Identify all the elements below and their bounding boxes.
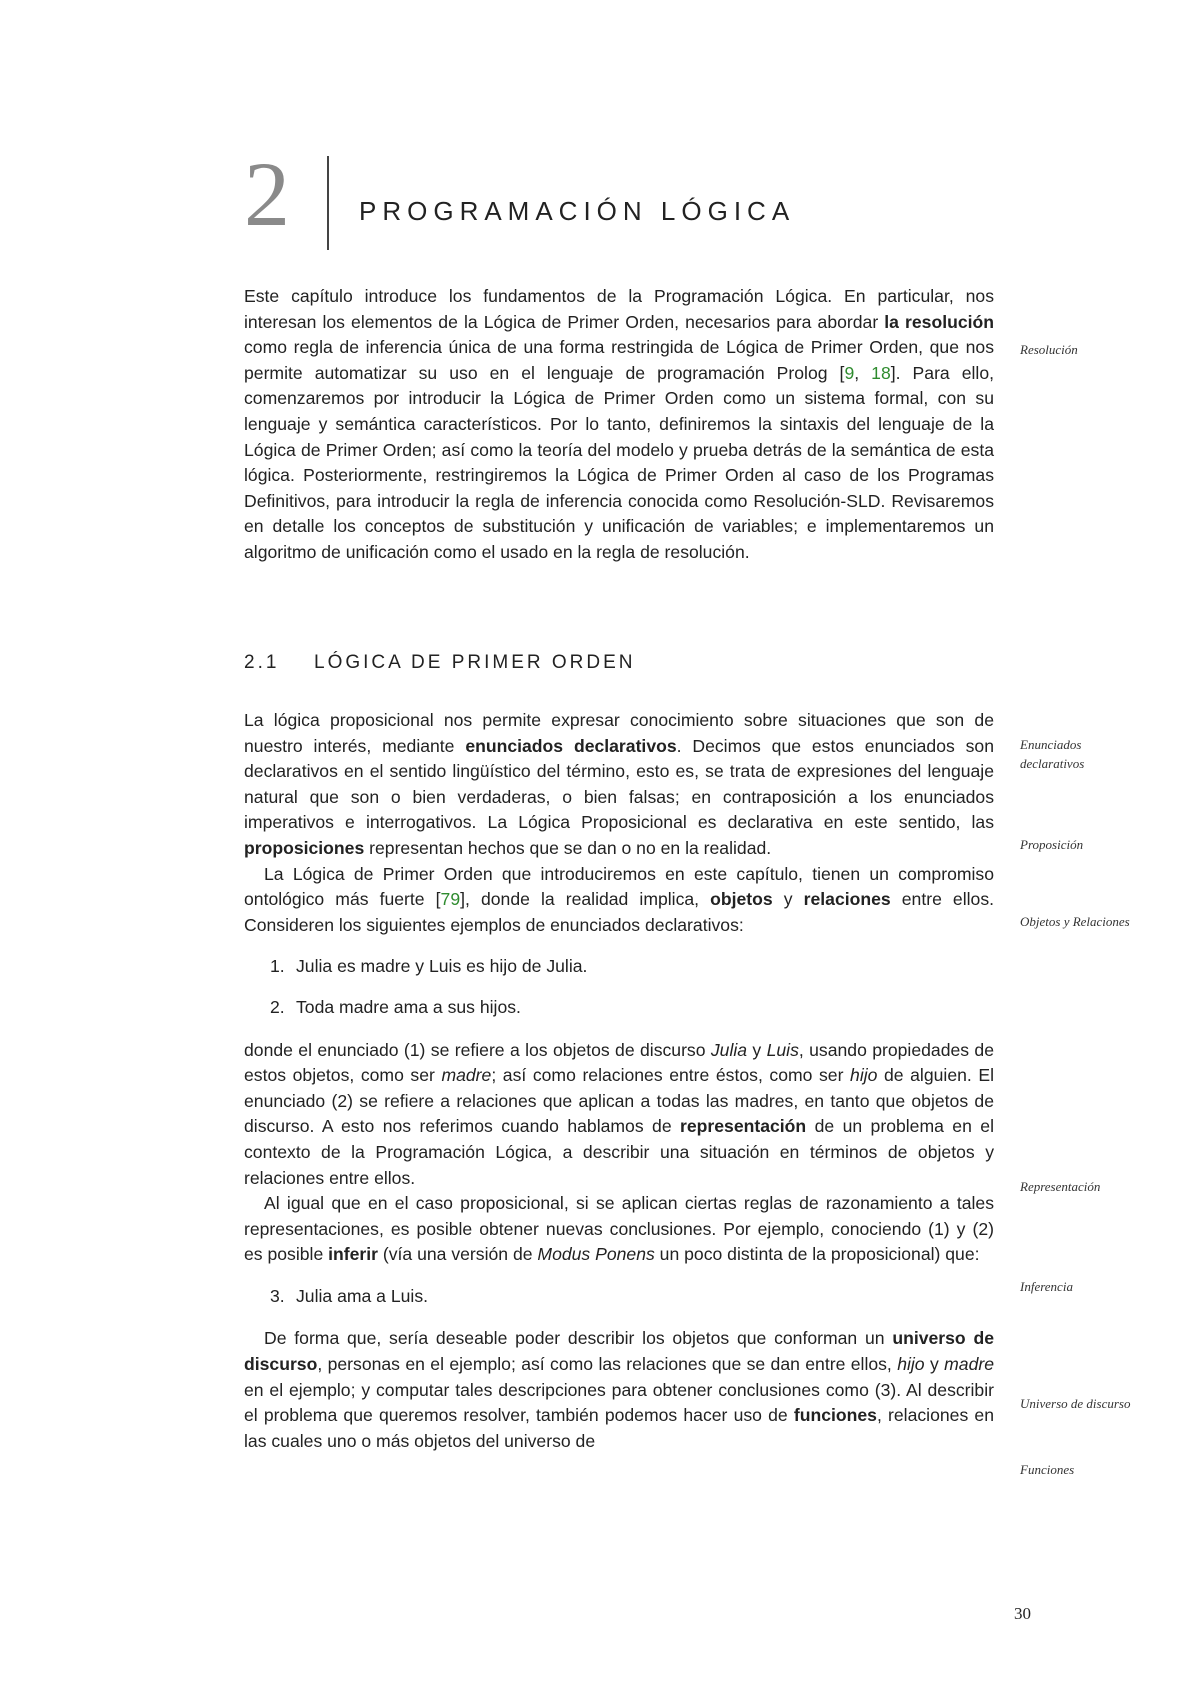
- list-item: [244, 1284, 994, 1310]
- citation-link[interactable]: 79: [440, 889, 461, 910]
- margin-note-inferencia: Inferencia: [1020, 1279, 1073, 1294]
- term-relaciones: relaciones: [803, 889, 891, 910]
- list-number: 1.: [270, 956, 285, 977]
- margin-note-funciones: Funciones: [1020, 1462, 1075, 1477]
- term-enunciados-declarativos: enunciados declarativos: [465, 735, 677, 756]
- intro-text: [244, 284, 994, 566]
- term-hijo: hijo: [897, 1354, 925, 1375]
- term-hijo: hijo: [850, 1065, 878, 1086]
- list-number: 2.: [270, 996, 285, 1017]
- intro-text-3: ,: [854, 362, 872, 383]
- list-number: 3.: [270, 1285, 285, 1306]
- p2-text-1: La Lógica de Primer Orden que introduciremos en este capítulo, tienen un compromiso ontológico más fuerte [: [244, 863, 994, 910]
- term-modus-ponens: Modus Ponens: [537, 1244, 655, 1265]
- term-madre: madre: [944, 1354, 994, 1375]
- p1-text-3: representan hechos que se dan o no en la realidad.: [364, 837, 772, 858]
- term-inferir: inferir: [328, 1244, 378, 1265]
- intro-text-4: ]. Para ello, comenzaremos por introducir la Lógica de Primer Orden como un sistema formal, con su lenguaje y semántica característicos. Por lo tanto, definiremos la sintaxis del lenguaje de la Lógica de Primer Orden; así como la teoría del modelo y prueba detrás de la semántica de esta lógica. Posteriormente, restringiremos la Lógica de Primer Orden al caso de los Programas Definitivos, para introducir la regla de inferencia conocida como Resolución-SLD. Revisaremos en detalle los conceptos de substitución y unificación de variables; e implementaremos un algoritmo de unificación como el usado en la regla de resolución.: [244, 362, 995, 562]
- p2-text-4: entre ellos. Consideren los siguientes ejemplos de enunciados declarativos:: [244, 889, 995, 935]
- margin-note-resolucion: Resolución: [1020, 342, 1078, 357]
- paragraph-4: [244, 1191, 994, 1268]
- intro-paragraph: [244, 284, 994, 566]
- citation-link[interactable]: 9: [844, 362, 855, 383]
- chapter-divider: [327, 156, 329, 250]
- list-text: Julia es madre y Luis es hijo de Julia.: [296, 956, 588, 977]
- list-item: [244, 995, 994, 1021]
- page-number: 30: [1014, 1604, 1031, 1623]
- paragraph-2: [244, 862, 994, 939]
- p3-text-1: donde el enunciado (1) se refiere a los objetos de discurso: [244, 1039, 711, 1060]
- term-proposiciones: proposiciones: [244, 837, 365, 858]
- p3-text-6: de un problema en el contexto de la Programación Lógica, a describir una situación en términos de objetos y relaciones entre ellos.: [244, 1116, 994, 1188]
- p4-text-1: Al igual que en el caso proposicional, si se aplican ciertas reglas de razonamiento a tales representaciones, es posible obtener nuevas conclusiones. Por ejemplo, conociendo (1) y (2) es posible: [244, 1193, 994, 1265]
- paragraph-3: [244, 1038, 994, 1192]
- p1-text-1: La lógica proposicional nos permite expresar conocimiento sobre situaciones que son de nuestro interés, mediante: [244, 710, 994, 756]
- p3-text-4: ; así como relaciones entre éstos, como ser: [491, 1065, 851, 1086]
- paragraph-1: [244, 708, 994, 862]
- p4-text-3: un poco distinta de la proposicional) que:: [654, 1244, 980, 1265]
- p2-text-3: y: [772, 889, 804, 910]
- p4-text-2: (vía una versión de: [378, 1244, 538, 1265]
- term-luis: Luis: [766, 1039, 799, 1060]
- section-title: LÓGICA DE PRIMER ORDEN: [314, 652, 636, 673]
- p2-text-2: ], donde la realidad implica,: [460, 889, 711, 910]
- p5-text-4: en el ejemplo; y computar tales descripciones para obtener conclusiones como (3). Al describir el problema que queremos resolver, también podemos hacer uso de: [244, 1379, 994, 1426]
- p3-text-5: de alguien. El enunciado (2) se refiere a relaciones que aplican a todas las madres, en tanto que objetos de discurso. A esto nos referimos cuando hablamos de: [244, 1065, 994, 1137]
- p1-text-2: . Decimos que estos enunciados son declarativos en el sentido lingüístico del término, esto es, se trata de expresiones del lenguaje natural que son o bien verdaderas, o bien falsas; en contraposición a los enunciados imperativos e interrogativos. La Lógica Proposicional es declarativa en este sentido, las: [244, 735, 995, 833]
- p3-text-3: , usando propiedades de estos objetos, como ser: [244, 1039, 994, 1086]
- p5-text-1: De forma que, sería deseable poder describir los objetos que conforman un: [264, 1328, 893, 1349]
- chapter-number: 2: [244, 143, 290, 245]
- intro-text-2: como regla de inferencia única de una forma restringida de Lógica de Primer Orden, que nos permite automatizar su uso en el lenguaje de programación Prolog [: [244, 337, 994, 383]
- margin-note-enunciados-declarativos: Enunciados declarativos: [1020, 737, 1085, 771]
- term-objetos: objetos: [710, 889, 773, 910]
- section-heading: [244, 652, 636, 674]
- list-text: Julia ama a Luis.: [296, 1285, 429, 1306]
- term-representacion: representación: [680, 1116, 807, 1137]
- term-julia: Julia: [710, 1039, 748, 1060]
- margin-note-proposicion: Proposición: [1020, 837, 1084, 852]
- chapter-title: PROGRAMACIÓN LÓGICA: [359, 196, 796, 226]
- p5-text-2: , personas en el ejemplo; así como las relaciones que se dan entre ellos,: [317, 1354, 898, 1375]
- intro-text-1: Este capítulo introduce los fundamentos de la Programación Lógica. En particular, nos interesan los elementos de la Lógica de Primer Orden, necesarios para abordar: [244, 286, 994, 332]
- term-universo-de-discurso: universo de discurso: [244, 1328, 994, 1375]
- margin-note-universo-de-discurso: Universo de discurso: [1020, 1396, 1131, 1411]
- list-text: Toda madre ama a sus hijos.: [296, 996, 521, 1017]
- paragraph-5: [244, 1326, 994, 1454]
- section-number: 2.1: [244, 652, 280, 673]
- p5-text-5: , relaciones en las cuales uno o más objetos del universo de: [244, 1405, 994, 1451]
- citation-link[interactable]: 18: [871, 362, 891, 383]
- p3-text-2: y: [747, 1039, 767, 1060]
- margin-note-representacion: Representación: [1020, 1179, 1101, 1194]
- margin-note-objetos-relaciones: Objetos y Relaciones: [1020, 914, 1130, 929]
- section-body: [244, 708, 994, 1454]
- list-item: [244, 954, 994, 980]
- term-madre: madre: [441, 1065, 492, 1086]
- term-resolucion: la resolución: [884, 311, 995, 332]
- p5-text-3: y: [924, 1354, 945, 1375]
- term-funciones: funciones: [793, 1405, 877, 1426]
